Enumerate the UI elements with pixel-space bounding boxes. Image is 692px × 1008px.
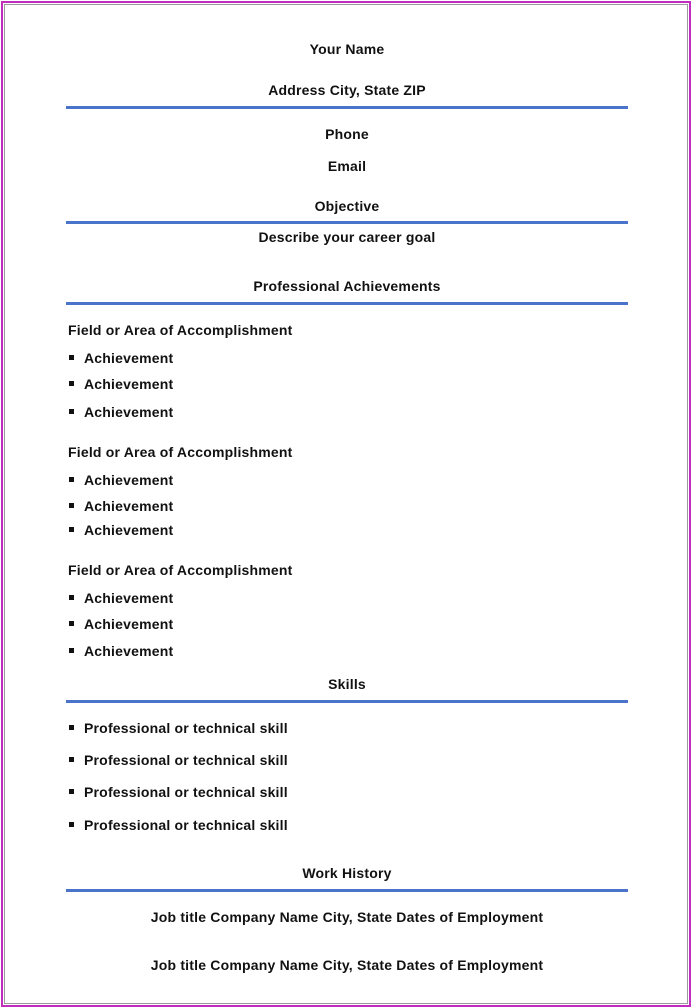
bullet-icon	[69, 757, 74, 762]
bullet-icon	[69, 503, 74, 508]
skills-divider	[66, 700, 628, 703]
bullet-icon	[69, 725, 74, 730]
achievements-divider	[66, 302, 628, 305]
resume-email: Email	[327, 158, 367, 174]
achievement-item: Achievement	[84, 350, 174, 366]
bullet-icon	[69, 789, 74, 794]
bullet-icon	[69, 822, 74, 827]
achievement-item: Achievement	[84, 643, 174, 659]
work-history-entry-2: Job title Company Name City, State Dates of Employment	[150, 957, 544, 973]
work-history-entry-1: Job title Company Name City, State Dates of Employment	[150, 909, 544, 925]
bullet-icon	[69, 355, 74, 360]
achievement-item: Achievement	[84, 590, 174, 606]
bullet-icon	[69, 381, 74, 386]
bullet-icon	[69, 621, 74, 626]
work-history-heading: Work History	[302, 865, 392, 881]
work-history-divider	[66, 889, 628, 892]
objective-divider	[66, 221, 628, 224]
achievement-field-2: Field or Area of Accomplishment	[68, 444, 293, 460]
resume-phone: Phone	[325, 126, 369, 142]
skills-heading: Skills	[328, 676, 366, 692]
skill-item: Professional or technical skill	[84, 784, 288, 800]
skill-item: Professional or technical skill	[84, 720, 288, 736]
achievement-item: Achievement	[84, 404, 174, 420]
achievement-field-1: Field or Area of Accomplishment	[68, 322, 293, 338]
bullet-icon	[69, 595, 74, 600]
achievement-item: Achievement	[84, 522, 174, 538]
achievement-item: Achievement	[84, 616, 174, 632]
skill-item: Professional or technical skill	[84, 752, 288, 768]
bullet-icon	[69, 477, 74, 482]
bullet-icon	[69, 648, 74, 653]
header-divider	[66, 106, 628, 109]
achievement-item: Achievement	[84, 376, 174, 392]
achievements-heading: Professional Achievements	[253, 278, 441, 294]
objective-heading: Objective	[314, 198, 380, 214]
skill-item: Professional or technical skill	[84, 817, 288, 833]
bullet-icon	[69, 527, 74, 532]
achievement-item: Achievement	[84, 498, 174, 514]
achievement-item: Achievement	[84, 472, 174, 488]
resume-name: Your Name	[309, 41, 385, 57]
bullet-icon	[69, 409, 74, 414]
resume-address: Address City, State ZIP	[268, 82, 426, 98]
achievement-field-3: Field or Area of Accomplishment	[68, 562, 293, 578]
objective-text: Describe your career goal	[258, 229, 436, 245]
